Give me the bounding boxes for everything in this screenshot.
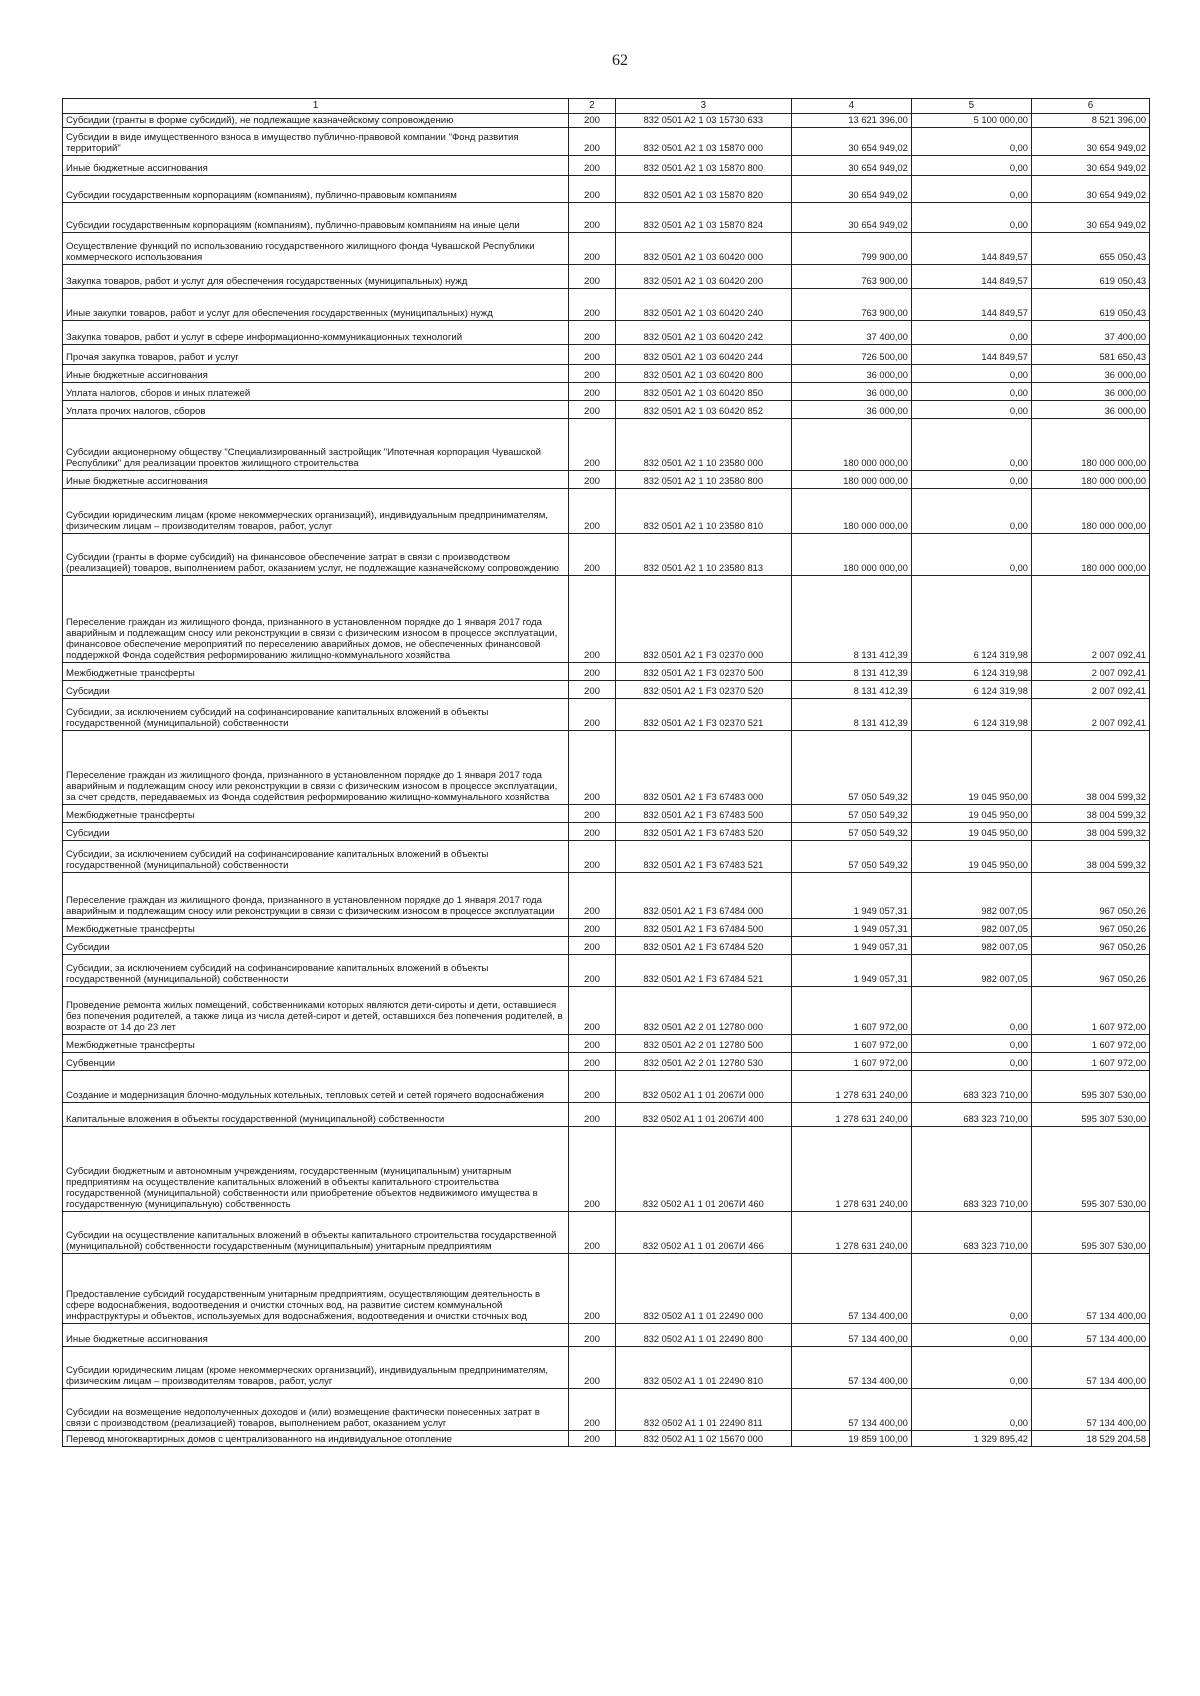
- row-value-col4: 1 278 631 240,00: [791, 1071, 911, 1103]
- row-code-cell: 200: [569, 919, 616, 937]
- row-value-col5: 144 849,57: [911, 233, 1031, 265]
- row-value-col6: 2 007 092,41: [1031, 576, 1149, 663]
- row-code-cell: 200: [569, 176, 616, 203]
- row-name-cell: Создание и модернизация блочно-модульных котельных, тепловых сетей и сетей горячего водоснабжения: [63, 1071, 569, 1103]
- row-value-col4: 8 131 412,39: [791, 576, 911, 663]
- row-code-cell: 200: [569, 987, 616, 1035]
- row-value-col5: 6 124 319,98: [911, 699, 1031, 731]
- row-value-col5: 0,00: [911, 203, 1031, 233]
- row-name-cell: Субсидии государственным корпорациям (компаниям), публично-правовым компаниям: [63, 176, 569, 203]
- row-value-col6: 57 134 400,00: [1031, 1324, 1149, 1347]
- row-name-cell: Межбюджетные трансферты: [63, 919, 569, 937]
- row-value-col5: 0,00: [911, 987, 1031, 1035]
- row-code-cell: 200: [569, 955, 616, 987]
- row-value-col4: 180 000 000,00: [791, 489, 911, 534]
- row-value-col4: 36 000,00: [791, 383, 911, 401]
- table-row: [63, 383, 1150, 401]
- row-value-col6: 37 400,00: [1031, 321, 1149, 345]
- table-row: [63, 419, 1150, 471]
- row-kbk-cell: 832 0501 A2 2 01 12780 000: [615, 987, 791, 1035]
- row-value-col6: 38 004 599,32: [1031, 805, 1149, 823]
- row-value-col5: 0,00: [911, 1035, 1031, 1053]
- row-value-col6: 595 307 530,00: [1031, 1103, 1149, 1127]
- row-value-col6: 967 050,26: [1031, 955, 1149, 987]
- row-name-cell: Иные бюджетные ассигнования: [63, 471, 569, 489]
- row-value-col4: 8 131 412,39: [791, 663, 911, 681]
- row-kbk-cell: 832 0501 A2 1 03 60420 850: [615, 383, 791, 401]
- row-kbk-cell: 832 0502 A1 1 01 2067И 000: [615, 1071, 791, 1103]
- row-value-col4: 180 000 000,00: [791, 471, 911, 489]
- row-value-col4: 19 859 100,00: [791, 1431, 911, 1447]
- row-value-col4: 180 000 000,00: [791, 419, 911, 471]
- table-row: [63, 1053, 1150, 1071]
- row-value-col5: 6 124 319,98: [911, 663, 1031, 681]
- row-name-cell: Субсидии: [63, 937, 569, 955]
- row-kbk-cell: 832 0501 A2 1 10 23580 813: [615, 534, 791, 576]
- row-code-cell: 200: [569, 289, 616, 321]
- row-value-col6: 581 650,43: [1031, 345, 1149, 365]
- row-name-cell: Переселение граждан из жилищного фонда, признанного в установленном порядке до 1 января 2017 года аварийным и подлежащим сносу или реконструкции в связи с физическим износом в процессе эксплуатации, финансовое обеспечение мероприятий по переселению аварийных домов, не обеспеченных финансовой поддержкой Фонда содействия реформированию жилищно-коммунального хозяйства: [63, 576, 569, 663]
- row-value-col4: 30 654 949,02: [791, 176, 911, 203]
- row-value-col6: 967 050,26: [1031, 919, 1149, 937]
- row-value-col4: 1 278 631 240,00: [791, 1103, 911, 1127]
- row-value-col4: 57 050 549,32: [791, 823, 911, 841]
- row-name-cell: Субсидии (гранты в форме субсидий) на финансовое обеспечение затрат в связи с производством (реализацией) товаров, выполнением работ, оказанием услуг, не подлежащие казначейскому сопровождению: [63, 534, 569, 576]
- table-row: [63, 128, 1150, 156]
- row-value-col4: 1 607 972,00: [791, 1035, 911, 1053]
- row-value-col6: 967 050,26: [1031, 873, 1149, 919]
- row-value-col4: 1 278 631 240,00: [791, 1212, 911, 1254]
- row-kbk-cell: 832 0501 A2 1 03 60420 240: [615, 289, 791, 321]
- row-kbk-cell: 832 0501 A2 1 F3 67484 520: [615, 937, 791, 955]
- table-row: [63, 1035, 1150, 1053]
- row-code-cell: 200: [569, 873, 616, 919]
- table-row: [63, 1254, 1150, 1324]
- row-value-col6: 57 134 400,00: [1031, 1389, 1149, 1431]
- row-value-col6: 180 000 000,00: [1031, 419, 1149, 471]
- row-code-cell: 200: [569, 156, 616, 176]
- table-row: [63, 401, 1150, 419]
- row-value-col4: 1 607 972,00: [791, 987, 911, 1035]
- table-row: [63, 471, 1150, 489]
- table-row: [63, 265, 1150, 289]
- row-value-col6: 36 000,00: [1031, 365, 1149, 383]
- column-header: 5: [911, 99, 1031, 114]
- row-name-cell: Капитальные вложения в объекты государственной (муниципальной) собственности: [63, 1103, 569, 1127]
- row-name-cell: Переселение граждан из жилищного фонда, признанного в установленном порядке до 1 января 2017 года аварийным и подлежащим сносу или реконструкции в связи с физическим износом в процессе эксплуатации, за счет средств, передаваемых из Фонда содействия реформированию жилищно-коммунального хозяйства: [63, 731, 569, 805]
- table-row: [63, 873, 1150, 919]
- row-code-cell: 200: [569, 345, 616, 365]
- row-name-cell: Субсидии юридическим лицам (кроме некоммерческих организаций), индивидуальным предпринимателям, физическим лицам – производителям товаров, работ, услуг: [63, 1347, 569, 1389]
- table-row: [63, 289, 1150, 321]
- row-value-col5: 982 007,05: [911, 873, 1031, 919]
- row-code-cell: 200: [569, 731, 616, 805]
- row-name-cell: Субсидии (гранты в форме субсидий), не подлежащие казначейскому сопровождению: [63, 114, 569, 128]
- row-name-cell: Межбюджетные трансферты: [63, 805, 569, 823]
- row-value-col5: 683 323 710,00: [911, 1103, 1031, 1127]
- row-name-cell: Закупка товаров, работ и услуг в сфере информационно-коммуникационных технологий: [63, 321, 569, 345]
- row-value-col6: 1 607 972,00: [1031, 1053, 1149, 1071]
- row-value-col6: 180 000 000,00: [1031, 471, 1149, 489]
- row-value-col6: 8 521 396,00: [1031, 114, 1149, 128]
- row-value-col4: 57 050 549,32: [791, 805, 911, 823]
- row-value-col6: 38 004 599,32: [1031, 841, 1149, 873]
- row-value-col6: 180 000 000,00: [1031, 534, 1149, 576]
- row-value-col4: 30 654 949,02: [791, 128, 911, 156]
- row-code-cell: 200: [569, 401, 616, 419]
- row-value-col5: 0,00: [911, 1324, 1031, 1347]
- row-value-col5: 19 045 950,00: [911, 731, 1031, 805]
- row-value-col5: 0,00: [911, 128, 1031, 156]
- row-code-cell: 200: [569, 1431, 616, 1447]
- table-row: [63, 955, 1150, 987]
- row-name-cell: Межбюджетные трансферты: [63, 663, 569, 681]
- table-row: [63, 663, 1150, 681]
- row-name-cell: Субсидии акционерному обществу "Специализированный застройщик "Ипотечная корпорация Чувашской Республики" для реализации проектов жилищного строительства: [63, 419, 569, 471]
- row-kbk-cell: 832 0502 A1 1 01 2067И 460: [615, 1127, 791, 1212]
- row-value-col6: 967 050,26: [1031, 937, 1149, 955]
- row-kbk-cell: 832 0501 A2 1 F3 67483 520: [615, 823, 791, 841]
- row-value-col4: 1 949 057,31: [791, 955, 911, 987]
- row-kbk-cell: 832 0501 A2 1 03 60420 852: [615, 401, 791, 419]
- row-name-cell: Проведение ремонта жилых помещений, собственниками которых являются дети-сироты и дети, оставшиеся без попечения родителей, а также лица из числа детей-сирот и детей, оставшихся без попечения родителей, в возрасте от 14 до 23 лет: [63, 987, 569, 1035]
- row-value-col5: 982 007,05: [911, 955, 1031, 987]
- page-number: 62: [612, 52, 628, 69]
- row-value-col4: 799 900,00: [791, 233, 911, 265]
- row-kbk-cell: 832 0501 A2 1 10 23580 000: [615, 419, 791, 471]
- table-row: [63, 365, 1150, 383]
- row-value-col6: 619 050,43: [1031, 265, 1149, 289]
- row-value-col4: 30 654 949,02: [791, 156, 911, 176]
- row-value-col6: 655 050,43: [1031, 233, 1149, 265]
- row-code-cell: 200: [569, 1071, 616, 1103]
- row-code-cell: 200: [569, 128, 616, 156]
- row-kbk-cell: 832 0501 A2 1 03 60420 244: [615, 345, 791, 365]
- row-kbk-cell: 832 0501 A2 2 01 12780 530: [615, 1053, 791, 1071]
- row-value-col4: 1 949 057,31: [791, 919, 911, 937]
- table-row: [63, 823, 1150, 841]
- row-value-col6: 2 007 092,41: [1031, 699, 1149, 731]
- row-name-cell: Осуществление функций по использованию государственного жилищного фонда Чувашской Республики коммерческого использования: [63, 233, 569, 265]
- row-code-cell: 200: [569, 805, 616, 823]
- table-row: [63, 987, 1150, 1035]
- table-row: [63, 805, 1150, 823]
- row-code-cell: 200: [569, 681, 616, 699]
- row-value-col5: 19 045 950,00: [911, 823, 1031, 841]
- row-name-cell: Субвенции: [63, 1053, 569, 1071]
- row-name-cell: Субсидии, за исключением субсидий на софинансирование капитальных вложений в объекты государственной (муниципальной) собственности: [63, 955, 569, 987]
- column-header: 3: [615, 99, 791, 114]
- row-kbk-cell: 832 0501 A2 1 03 15730 633: [615, 114, 791, 128]
- row-code-cell: 200: [569, 823, 616, 841]
- row-name-cell: Иные бюджетные ассигнования: [63, 365, 569, 383]
- table-row: [63, 681, 1150, 699]
- row-value-col5: 0,00: [911, 1347, 1031, 1389]
- row-name-cell: Субсидии на осуществление капитальных вложений в объекты капитального строительства государственной (муниципальной) собственности государственным (муниципальным) унитарным предприятиям: [63, 1212, 569, 1254]
- row-value-col6: 57 134 400,00: [1031, 1254, 1149, 1324]
- row-value-col5: 0,00: [911, 489, 1031, 534]
- row-kbk-cell: 832 0501 A2 1 F3 02370 521: [615, 699, 791, 731]
- row-value-col4: 30 654 949,02: [791, 203, 911, 233]
- row-value-col6: 1 607 972,00: [1031, 987, 1149, 1035]
- row-value-col4: 57 050 549,32: [791, 841, 911, 873]
- row-kbk-cell: 832 0501 A2 1 03 60420 200: [615, 265, 791, 289]
- row-kbk-cell: 832 0501 A2 1 03 60420 000: [615, 233, 791, 265]
- row-value-col5: 0,00: [911, 365, 1031, 383]
- table-row: [63, 1212, 1150, 1254]
- row-name-cell: Межбюджетные трансферты: [63, 1035, 569, 1053]
- row-kbk-cell: 832 0502 A1 1 01 22490 811: [615, 1389, 791, 1431]
- table-row: [63, 233, 1150, 265]
- budget-table: [62, 98, 1150, 1447]
- row-name-cell: Прочая закупка товаров, работ и услуг: [63, 345, 569, 365]
- column-header: 2: [569, 99, 616, 114]
- row-value-col6: 18 529 204,58: [1031, 1431, 1149, 1447]
- row-value-col6: 2 007 092,41: [1031, 681, 1149, 699]
- row-value-col6: 30 654 949,02: [1031, 203, 1149, 233]
- row-kbk-cell: 832 0501 A2 1 03 15870 820: [615, 176, 791, 203]
- row-value-col4: 36 000,00: [791, 401, 911, 419]
- table-row: [63, 1347, 1150, 1389]
- row-name-cell: Предоставление субсидий государственным унитарным предприятиям, осуществляющим деятельность в сфере водоснабжения, водоотведения и очистки сточных вод, на развитие систем коммунальной инфраструктуры и объектов, используемых для водоснабжения, водоотведения и очистки сточных вод: [63, 1254, 569, 1324]
- row-value-col5: 0,00: [911, 1389, 1031, 1431]
- row-value-col6: 180 000 000,00: [1031, 489, 1149, 534]
- row-code-cell: 200: [569, 1212, 616, 1254]
- row-value-col5: 0,00: [911, 419, 1031, 471]
- row-value-col5: 683 323 710,00: [911, 1212, 1031, 1254]
- row-kbk-cell: 832 0501 A2 1 03 60420 800: [615, 365, 791, 383]
- row-code-cell: 200: [569, 1347, 616, 1389]
- row-value-col4: 763 900,00: [791, 265, 911, 289]
- row-kbk-cell: 832 0502 A1 1 01 2067И 400: [615, 1103, 791, 1127]
- row-value-col5: 144 849,57: [911, 345, 1031, 365]
- row-name-cell: Иные бюджетные ассигнования: [63, 156, 569, 176]
- row-kbk-cell: 832 0502 A1 1 01 2067И 466: [615, 1212, 791, 1254]
- row-value-col5: 0,00: [911, 471, 1031, 489]
- row-name-cell: Субсидии на возмещение недополученных доходов и (или) возмещение фактически понесенных затрат в связи с производством (реализацией) товаров, выполнением работ, оказанием услуг: [63, 1389, 569, 1431]
- row-code-cell: 200: [569, 419, 616, 471]
- row-kbk-cell: 832 0501 A2 1 10 23580 810: [615, 489, 791, 534]
- row-kbk-cell: 832 0501 A2 1 F3 67483 000: [615, 731, 791, 805]
- table-row: [63, 114, 1150, 128]
- row-kbk-cell: 832 0501 A2 1 F3 67483 521: [615, 841, 791, 873]
- row-kbk-cell: 832 0501 A2 1 F3 67484 000: [615, 873, 791, 919]
- table-body: [63, 114, 1150, 1447]
- row-value-col6: 30 654 949,02: [1031, 128, 1149, 156]
- row-value-col6: 30 654 949,02: [1031, 156, 1149, 176]
- row-code-cell: 200: [569, 365, 616, 383]
- table-row: [63, 1324, 1150, 1347]
- row-value-col6: 38 004 599,32: [1031, 823, 1149, 841]
- row-name-cell: Иные бюджетные ассигнования: [63, 1324, 569, 1347]
- row-value-col5: 982 007,05: [911, 919, 1031, 937]
- row-kbk-cell: 832 0501 A2 1 03 15870 824: [615, 203, 791, 233]
- row-value-col5: 5 100 000,00: [911, 114, 1031, 128]
- row-kbk-cell: 832 0501 A2 1 F3 02370 000: [615, 576, 791, 663]
- row-code-cell: 200: [569, 489, 616, 534]
- row-kbk-cell: 832 0501 A2 1 F3 02370 500: [615, 663, 791, 681]
- row-kbk-cell: 832 0501 A2 1 03 60420 242: [615, 321, 791, 345]
- row-value-col5: 0,00: [911, 534, 1031, 576]
- row-value-col5: 0,00: [911, 401, 1031, 419]
- column-header: 1: [63, 99, 569, 114]
- row-value-col6: 38 004 599,32: [1031, 731, 1149, 805]
- row-value-col5: 6 124 319,98: [911, 576, 1031, 663]
- row-code-cell: 200: [569, 576, 616, 663]
- row-kbk-cell: 832 0501 A2 1 F3 67484 521: [615, 955, 791, 987]
- column-header: 6: [1031, 99, 1149, 114]
- row-code-cell: 200: [569, 471, 616, 489]
- row-value-col6: 1 607 972,00: [1031, 1035, 1149, 1053]
- row-code-cell: 200: [569, 534, 616, 576]
- row-name-cell: Субсидии бюджетным и автономным учреждениям, государственным (муниципальным) унитарным предприятиям на осуществление капитальных вложений в объекты капитального строительства государственной (муниципальной) собственности или приобретение объектов недвижимого имущества в государственную (муниципальную) собственность: [63, 1127, 569, 1212]
- table-row: [63, 919, 1150, 937]
- row-value-col4: 57 134 400,00: [791, 1324, 911, 1347]
- row-code-cell: 200: [569, 203, 616, 233]
- row-value-col4: 8 131 412,39: [791, 699, 911, 731]
- row-kbk-cell: 832 0501 A2 1 F3 67484 500: [615, 919, 791, 937]
- row-name-cell: Субсидии, за исключением субсидий на софинансирование капитальных вложений в объекты государственной (муниципальной) собственности: [63, 841, 569, 873]
- row-name-cell: Субсидии: [63, 823, 569, 841]
- table-row: [63, 841, 1150, 873]
- row-value-col5: 0,00: [911, 1053, 1031, 1071]
- table-row: [63, 1389, 1150, 1431]
- row-code-cell: 200: [569, 321, 616, 345]
- row-value-col5: 683 323 710,00: [911, 1127, 1031, 1212]
- row-kbk-cell: 832 0501 A2 2 01 12780 500: [615, 1035, 791, 1053]
- row-name-cell: Перевод многоквартирных домов с централизованного на индивидуальное отопление: [63, 1431, 569, 1447]
- row-value-col4: 37 400,00: [791, 321, 911, 345]
- row-code-cell: 200: [569, 1103, 616, 1127]
- table-row: [63, 176, 1150, 203]
- row-value-col4: 13 621 396,00: [791, 114, 911, 128]
- row-value-col5: 1 329 895,42: [911, 1431, 1031, 1447]
- row-value-col5: 6 124 319,98: [911, 681, 1031, 699]
- row-value-col6: 57 134 400,00: [1031, 1347, 1149, 1389]
- table-row: [63, 321, 1150, 345]
- row-name-cell: Закупка товаров, работ и услуг для обеспечения государственных (муниципальных) нужд: [63, 265, 569, 289]
- row-value-col6: 36 000,00: [1031, 383, 1149, 401]
- row-code-cell: 200: [569, 1035, 616, 1053]
- row-code-cell: 200: [569, 265, 616, 289]
- row-value-col4: 1 949 057,31: [791, 937, 911, 955]
- row-value-col4: 1 278 631 240,00: [791, 1127, 911, 1212]
- table-row: [63, 1103, 1150, 1127]
- column-number-row: [63, 99, 1150, 114]
- row-value-col5: 19 045 950,00: [911, 841, 1031, 873]
- row-value-col4: 1 949 057,31: [791, 873, 911, 919]
- row-kbk-cell: 832 0501 A2 1 F3 67483 500: [615, 805, 791, 823]
- table-row: [63, 489, 1150, 534]
- row-value-col6: 595 307 530,00: [1031, 1071, 1149, 1103]
- table-row: [63, 534, 1150, 576]
- row-value-col5: 19 045 950,00: [911, 805, 1031, 823]
- row-value-col4: 180 000 000,00: [791, 534, 911, 576]
- table-row: [63, 1431, 1150, 1447]
- row-value-col4: 57 134 400,00: [791, 1389, 911, 1431]
- row-value-col5: 0,00: [911, 1254, 1031, 1324]
- row-value-col5: 144 849,57: [911, 289, 1031, 321]
- row-value-col4: 57 050 549,32: [791, 731, 911, 805]
- table-row: [63, 203, 1150, 233]
- row-code-cell: 200: [569, 1254, 616, 1324]
- row-code-cell: 200: [569, 663, 616, 681]
- table-row: [63, 699, 1150, 731]
- row-value-col4: 8 131 412,39: [791, 681, 911, 699]
- row-name-cell: Уплата налогов, сборов и иных платежей: [63, 383, 569, 401]
- table-row: [63, 731, 1150, 805]
- row-value-col4: 36 000,00: [791, 365, 911, 383]
- row-kbk-cell: 832 0502 A1 1 01 22490 810: [615, 1347, 791, 1389]
- row-value-col4: 726 500,00: [791, 345, 911, 365]
- row-value-col5: 683 323 710,00: [911, 1071, 1031, 1103]
- row-name-cell: Субсидии, за исключением субсидий на софинансирование капитальных вложений в объекты государственной (муниципальной) собственности: [63, 699, 569, 731]
- table-row: [63, 156, 1150, 176]
- table-row: [63, 345, 1150, 365]
- row-kbk-cell: 832 0501 A2 1 03 15870 000: [615, 128, 791, 156]
- row-value-col5: 0,00: [911, 321, 1031, 345]
- row-value-col6: 619 050,43: [1031, 289, 1149, 321]
- row-value-col6: 36 000,00: [1031, 401, 1149, 419]
- row-value-col4: 763 900,00: [791, 289, 911, 321]
- row-value-col5: 982 007,05: [911, 937, 1031, 955]
- row-kbk-cell: 832 0501 A2 1 10 23580 800: [615, 471, 791, 489]
- row-value-col5: 144 849,57: [911, 265, 1031, 289]
- row-code-cell: 200: [569, 114, 616, 128]
- row-code-cell: 200: [569, 841, 616, 873]
- row-name-cell: Уплата прочих налогов, сборов: [63, 401, 569, 419]
- row-value-col6: 595 307 530,00: [1031, 1127, 1149, 1212]
- row-value-col5: 0,00: [911, 156, 1031, 176]
- row-kbk-cell: 832 0501 A2 1 03 15870 800: [615, 156, 791, 176]
- row-code-cell: 200: [569, 383, 616, 401]
- row-code-cell: 200: [569, 1127, 616, 1212]
- row-value-col5: 0,00: [911, 383, 1031, 401]
- row-value-col4: 1 607 972,00: [791, 1053, 911, 1071]
- row-code-cell: 200: [569, 699, 616, 731]
- table-row: [63, 576, 1150, 663]
- row-name-cell: Субсидии государственным корпорациям (компаниям), публично-правовым компаниям на иные цели: [63, 203, 569, 233]
- row-code-cell: 200: [569, 1053, 616, 1071]
- row-kbk-cell: 832 0501 A2 1 F3 02370 520: [615, 681, 791, 699]
- row-kbk-cell: 832 0502 A1 1 01 22490 800: [615, 1324, 791, 1347]
- row-name-cell: Иные закупки товаров, работ и услуг для обеспечения государственных (муниципальных) нужд: [63, 289, 569, 321]
- table-row: [63, 937, 1150, 955]
- row-value-col4: 57 134 400,00: [791, 1254, 911, 1324]
- row-kbk-cell: 832 0502 A1 1 01 22490 000: [615, 1254, 791, 1324]
- row-kbk-cell: 832 0502 A1 1 02 15670 000: [615, 1431, 791, 1447]
- row-value-col6: 30 654 949,02: [1031, 176, 1149, 203]
- row-code-cell: 200: [569, 233, 616, 265]
- row-code-cell: 200: [569, 1324, 616, 1347]
- row-value-col5: 0,00: [911, 176, 1031, 203]
- row-name-cell: Субсидии юридическим лицам (кроме некоммерческих организаций), индивидуальным предпринимателям, физическим лицам – производителям товаров, работ, услуг: [63, 489, 569, 534]
- row-name-cell: Субсидии: [63, 681, 569, 699]
- row-value-col6: 595 307 530,00: [1031, 1212, 1149, 1254]
- column-header: 4: [791, 99, 911, 114]
- row-code-cell: 200: [569, 937, 616, 955]
- row-name-cell: Субсидии в виде имущественного взноса в имущество публично-правовой компании "Фонд развития территорий": [63, 128, 569, 156]
- row-value-col6: 2 007 092,41: [1031, 663, 1149, 681]
- table-row: [63, 1071, 1150, 1103]
- table-row: [63, 1127, 1150, 1212]
- row-name-cell: Переселение граждан из жилищного фонда, признанного в установленном порядке до 1 января 2017 года аварийным и подлежащим сносу или реконструкции в связи с физическим износом в процессе эксплуатации: [63, 873, 569, 919]
- row-code-cell: 200: [569, 1389, 616, 1431]
- row-value-col4: 57 134 400,00: [791, 1347, 911, 1389]
